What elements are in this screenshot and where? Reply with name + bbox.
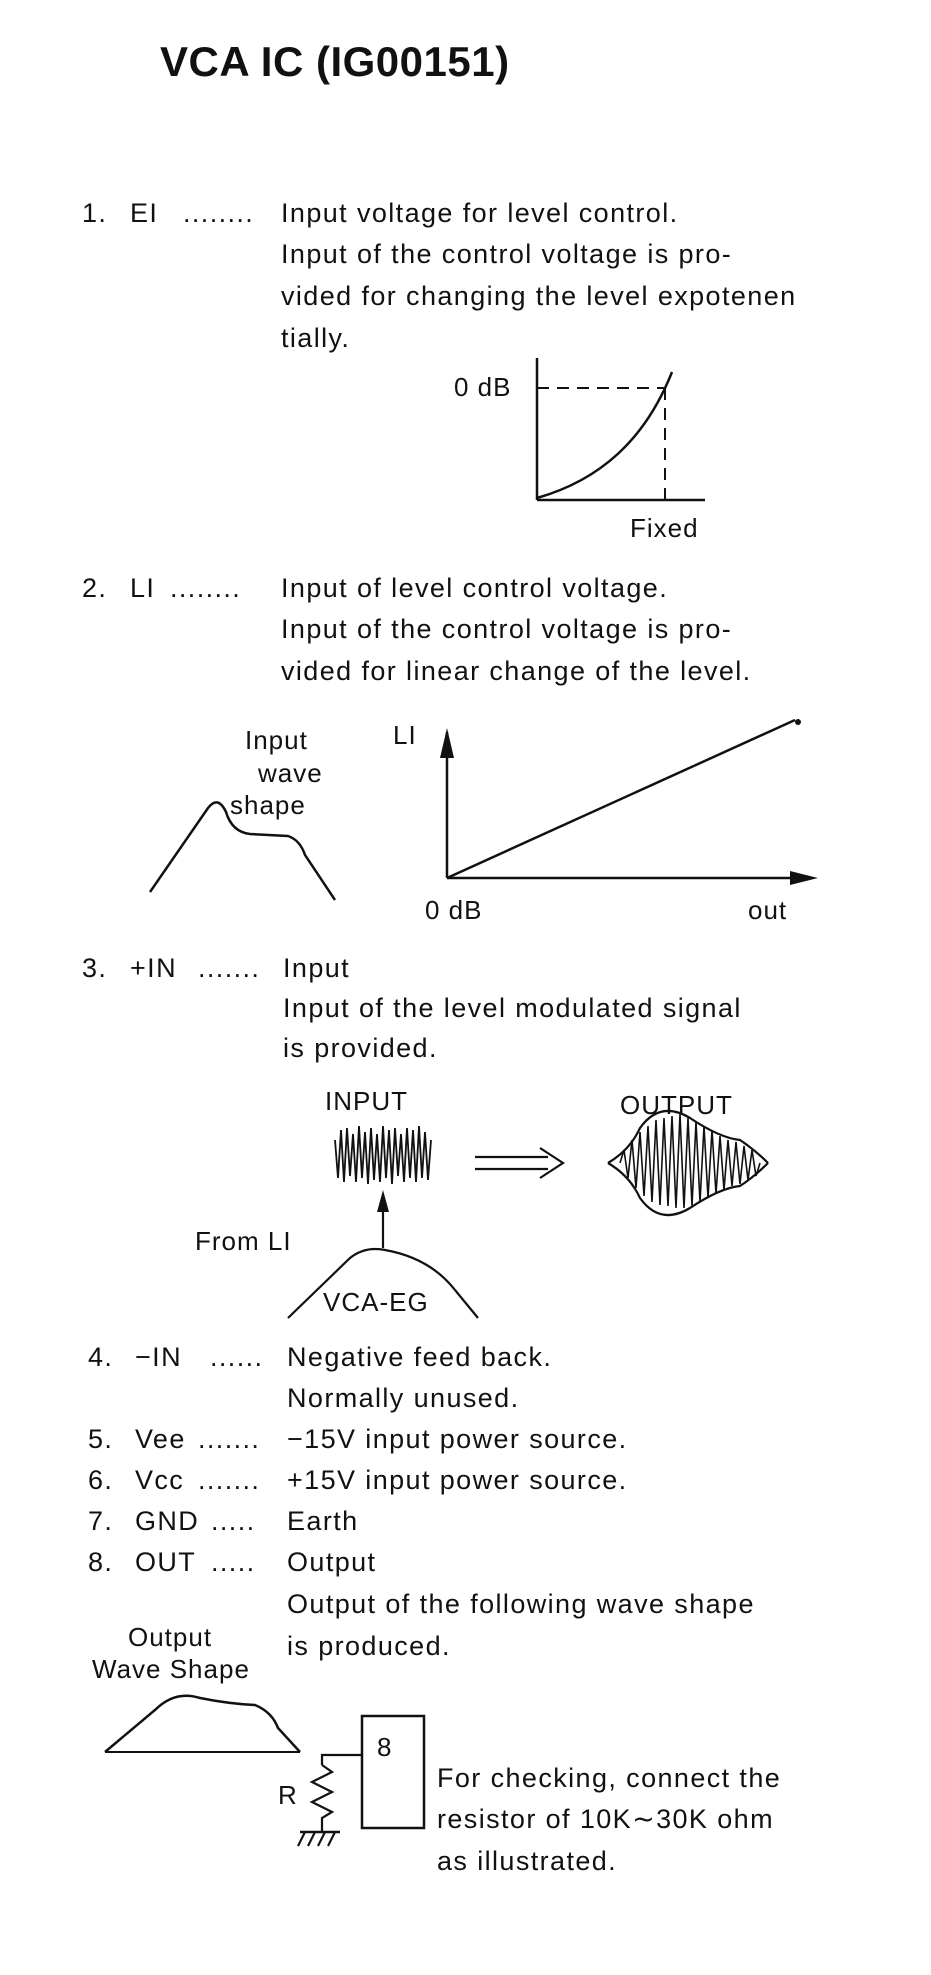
ic-pin-8-box	[362, 1716, 424, 1828]
check-note-line: For checking, connect the	[437, 1763, 782, 1793]
item-number: 3.	[82, 953, 108, 983]
item-number: 2.	[82, 573, 108, 603]
pin-lead-wire	[322, 1755, 362, 1765]
item-description-line: Normally unused.	[287, 1383, 520, 1413]
item-description-line: vided for linear change of the level.	[281, 656, 752, 686]
leader-dots: ........	[183, 198, 255, 228]
li-origin-label: 0 dB	[425, 895, 483, 925]
ei-y-label: 0 dB	[454, 372, 512, 402]
item-description-line: is produced.	[287, 1631, 451, 1661]
item-number: 8.	[88, 1547, 114, 1577]
page-title: VCA IC (IG00151)	[160, 38, 510, 85]
check-note-line: resistor of 10K∼30K ohm	[437, 1804, 774, 1834]
leader-dots: .....	[211, 1506, 256, 1536]
item-number: 7.	[88, 1506, 114, 1536]
item-number: 5.	[88, 1424, 114, 1454]
pin-name: EI	[130, 198, 159, 228]
item-summary: Output	[287, 1547, 377, 1577]
item-description-line: is provided.	[283, 1033, 438, 1063]
pin-name: OUT	[135, 1547, 197, 1577]
check-note-line: as illustrated.	[437, 1846, 618, 1876]
input-label: INPUT	[325, 1086, 408, 1116]
output-label: OUTPUT	[620, 1090, 733, 1120]
li-y-label: LI	[393, 720, 417, 750]
resistor-label: R	[278, 1780, 298, 1810]
pin-name: Vcc	[135, 1465, 185, 1495]
item-description-line: Input of the control voltage is pro-	[281, 614, 733, 644]
item-description-line: Input of the control voltage is pro-	[281, 239, 733, 269]
item-summary: Input voltage for level control.	[281, 198, 679, 228]
item-description-line: Input of the level modulated signal	[283, 993, 742, 1023]
item-description-line: tially.	[281, 323, 351, 353]
item-number: 4.	[88, 1342, 114, 1372]
vca-eg-label: VCA-EG	[323, 1287, 429, 1317]
leader-dots: .....	[211, 1547, 256, 1577]
output-wave-shape	[105, 1696, 300, 1752]
output-wave-label: Output	[128, 1622, 213, 1652]
item-summary: Earth	[287, 1506, 359, 1536]
pin-name: GND	[135, 1506, 200, 1536]
leader-dots: ......	[210, 1342, 264, 1372]
item-number: 1.	[82, 198, 108, 228]
from-li-label: From LI	[195, 1226, 292, 1256]
leader-dots: .......	[198, 1424, 261, 1454]
leader-dots: ........	[170, 573, 242, 603]
item-summary: Input of level control voltage.	[281, 573, 669, 603]
item-description-line: vided for changing the level expotenen	[281, 281, 797, 311]
li-wave-label: Input	[245, 725, 308, 755]
item-summary: Negative feed back.	[287, 1342, 553, 1372]
li-wave-label: wave	[258, 758, 323, 788]
li-x-label: out	[748, 895, 788, 925]
leader-dots: .......	[198, 1465, 261, 1495]
pin-name: −IN	[135, 1342, 182, 1372]
item-summary: Input	[283, 953, 351, 983]
resistor-zigzag-icon	[312, 1765, 332, 1832]
output-wave-label: Wave Shape	[92, 1654, 250, 1684]
pin-name: LI	[130, 573, 156, 603]
item-description-line: Output of the following wave shape	[287, 1589, 755, 1619]
item-number: 6.	[88, 1465, 114, 1495]
leader-dots: .......	[198, 953, 261, 983]
item-summary: +15V input power source.	[287, 1465, 628, 1495]
pin-8-label: 8	[377, 1732, 393, 1762]
item-summary: −15V input power source.	[287, 1424, 628, 1454]
li-wave-label: shape	[230, 790, 306, 820]
pin-name: +IN	[130, 953, 177, 983]
pin-name: Vee	[135, 1424, 186, 1454]
ei-x-label: Fixed	[630, 513, 699, 543]
